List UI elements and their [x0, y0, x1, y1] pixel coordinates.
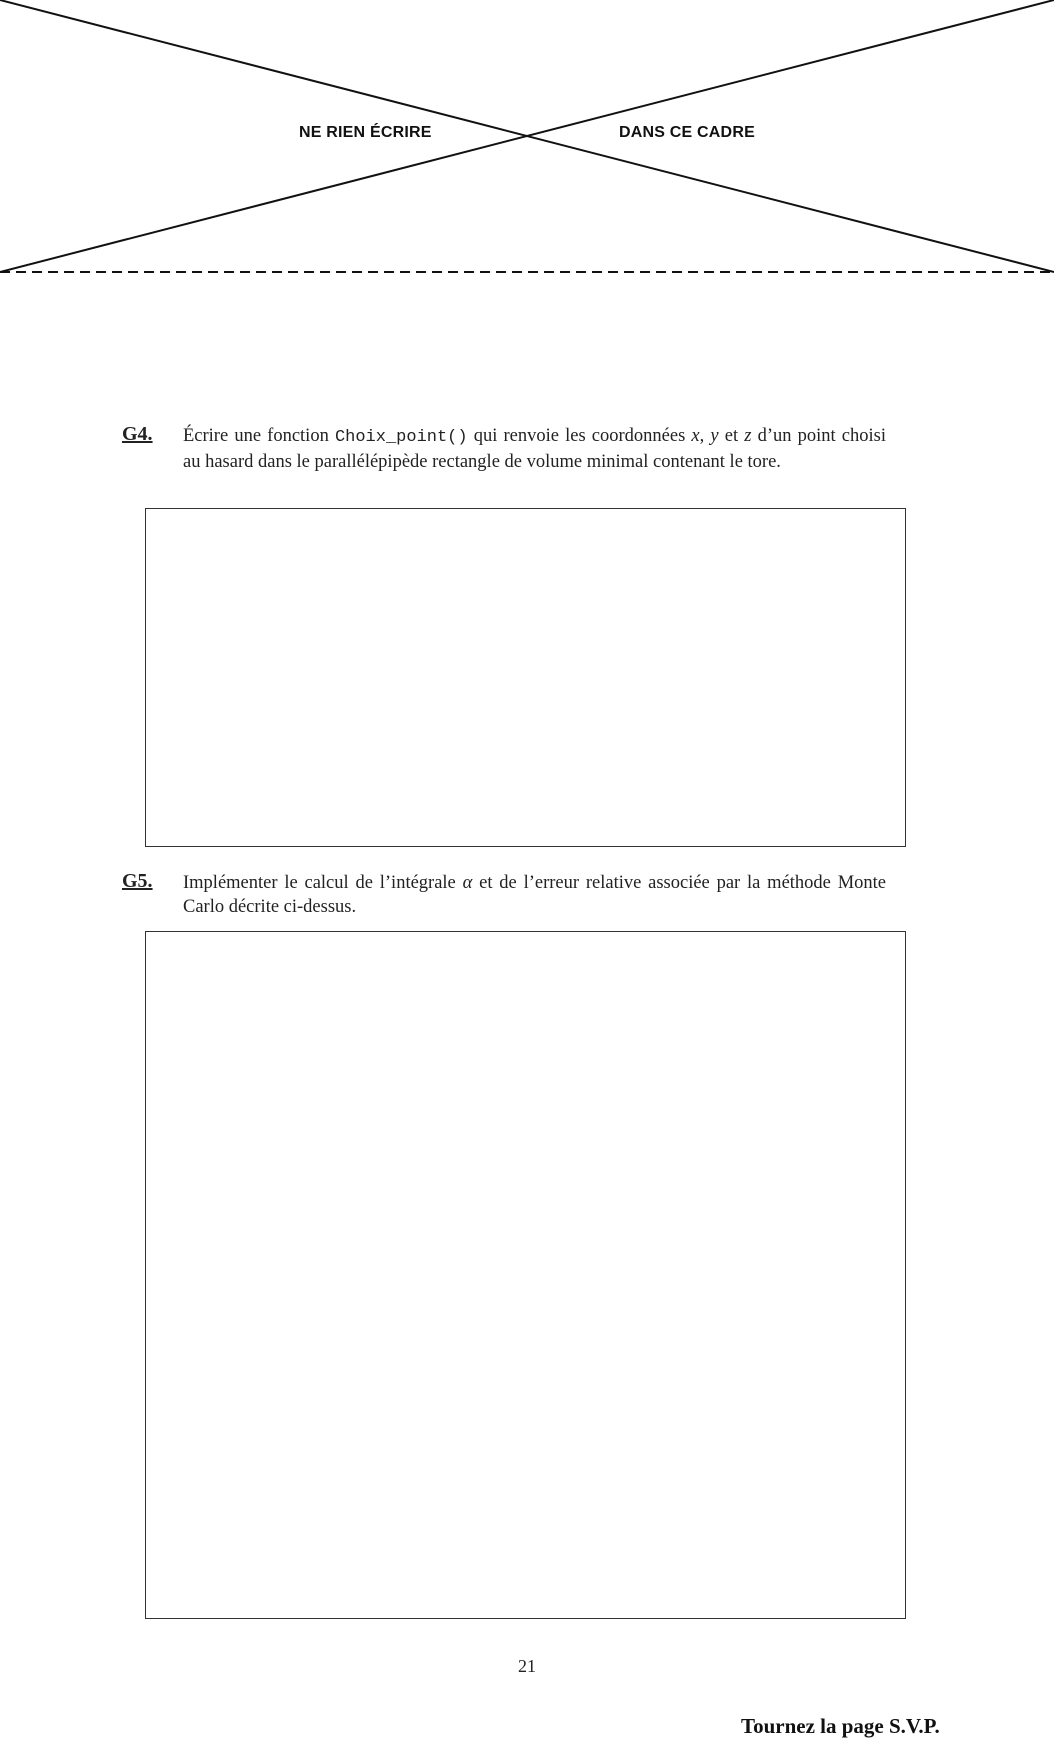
function-name-code: Choix_point(): [334, 428, 468, 447]
answer-box-g5[interactable]: [145, 931, 906, 1619]
question-g4-text: Écrire une fonction Choix_point() qui renvoie les coordonnées x, y et z d’un point choisi au hasard dans le parallélépipède rectangle de volume minimal contenant le tore.: [183, 426, 886, 472]
stamp-left-text: NE RIEN ÉCRIRE: [299, 124, 432, 141]
question-g5-text: Implémenter le calcul de l’intégrale α et de l’erreur relative associée par la méthode Monte Carlo décrite ci-dessus.: [183, 873, 886, 917]
question-g5-number: G5.: [122, 870, 153, 892]
question-g4-number: G4.: [122, 423, 153, 445]
answer-box-g4[interactable]: [145, 508, 906, 847]
page-number: 21: [518, 1656, 536, 1676]
do-not-write-frame: [0, 0, 1054, 280]
stamp-right-text: DANS CE CADRE: [619, 124, 755, 141]
turn-page-note: Tournez la page S.V.P.: [741, 1714, 940, 1738]
alpha-symbol: α: [462, 873, 473, 893]
